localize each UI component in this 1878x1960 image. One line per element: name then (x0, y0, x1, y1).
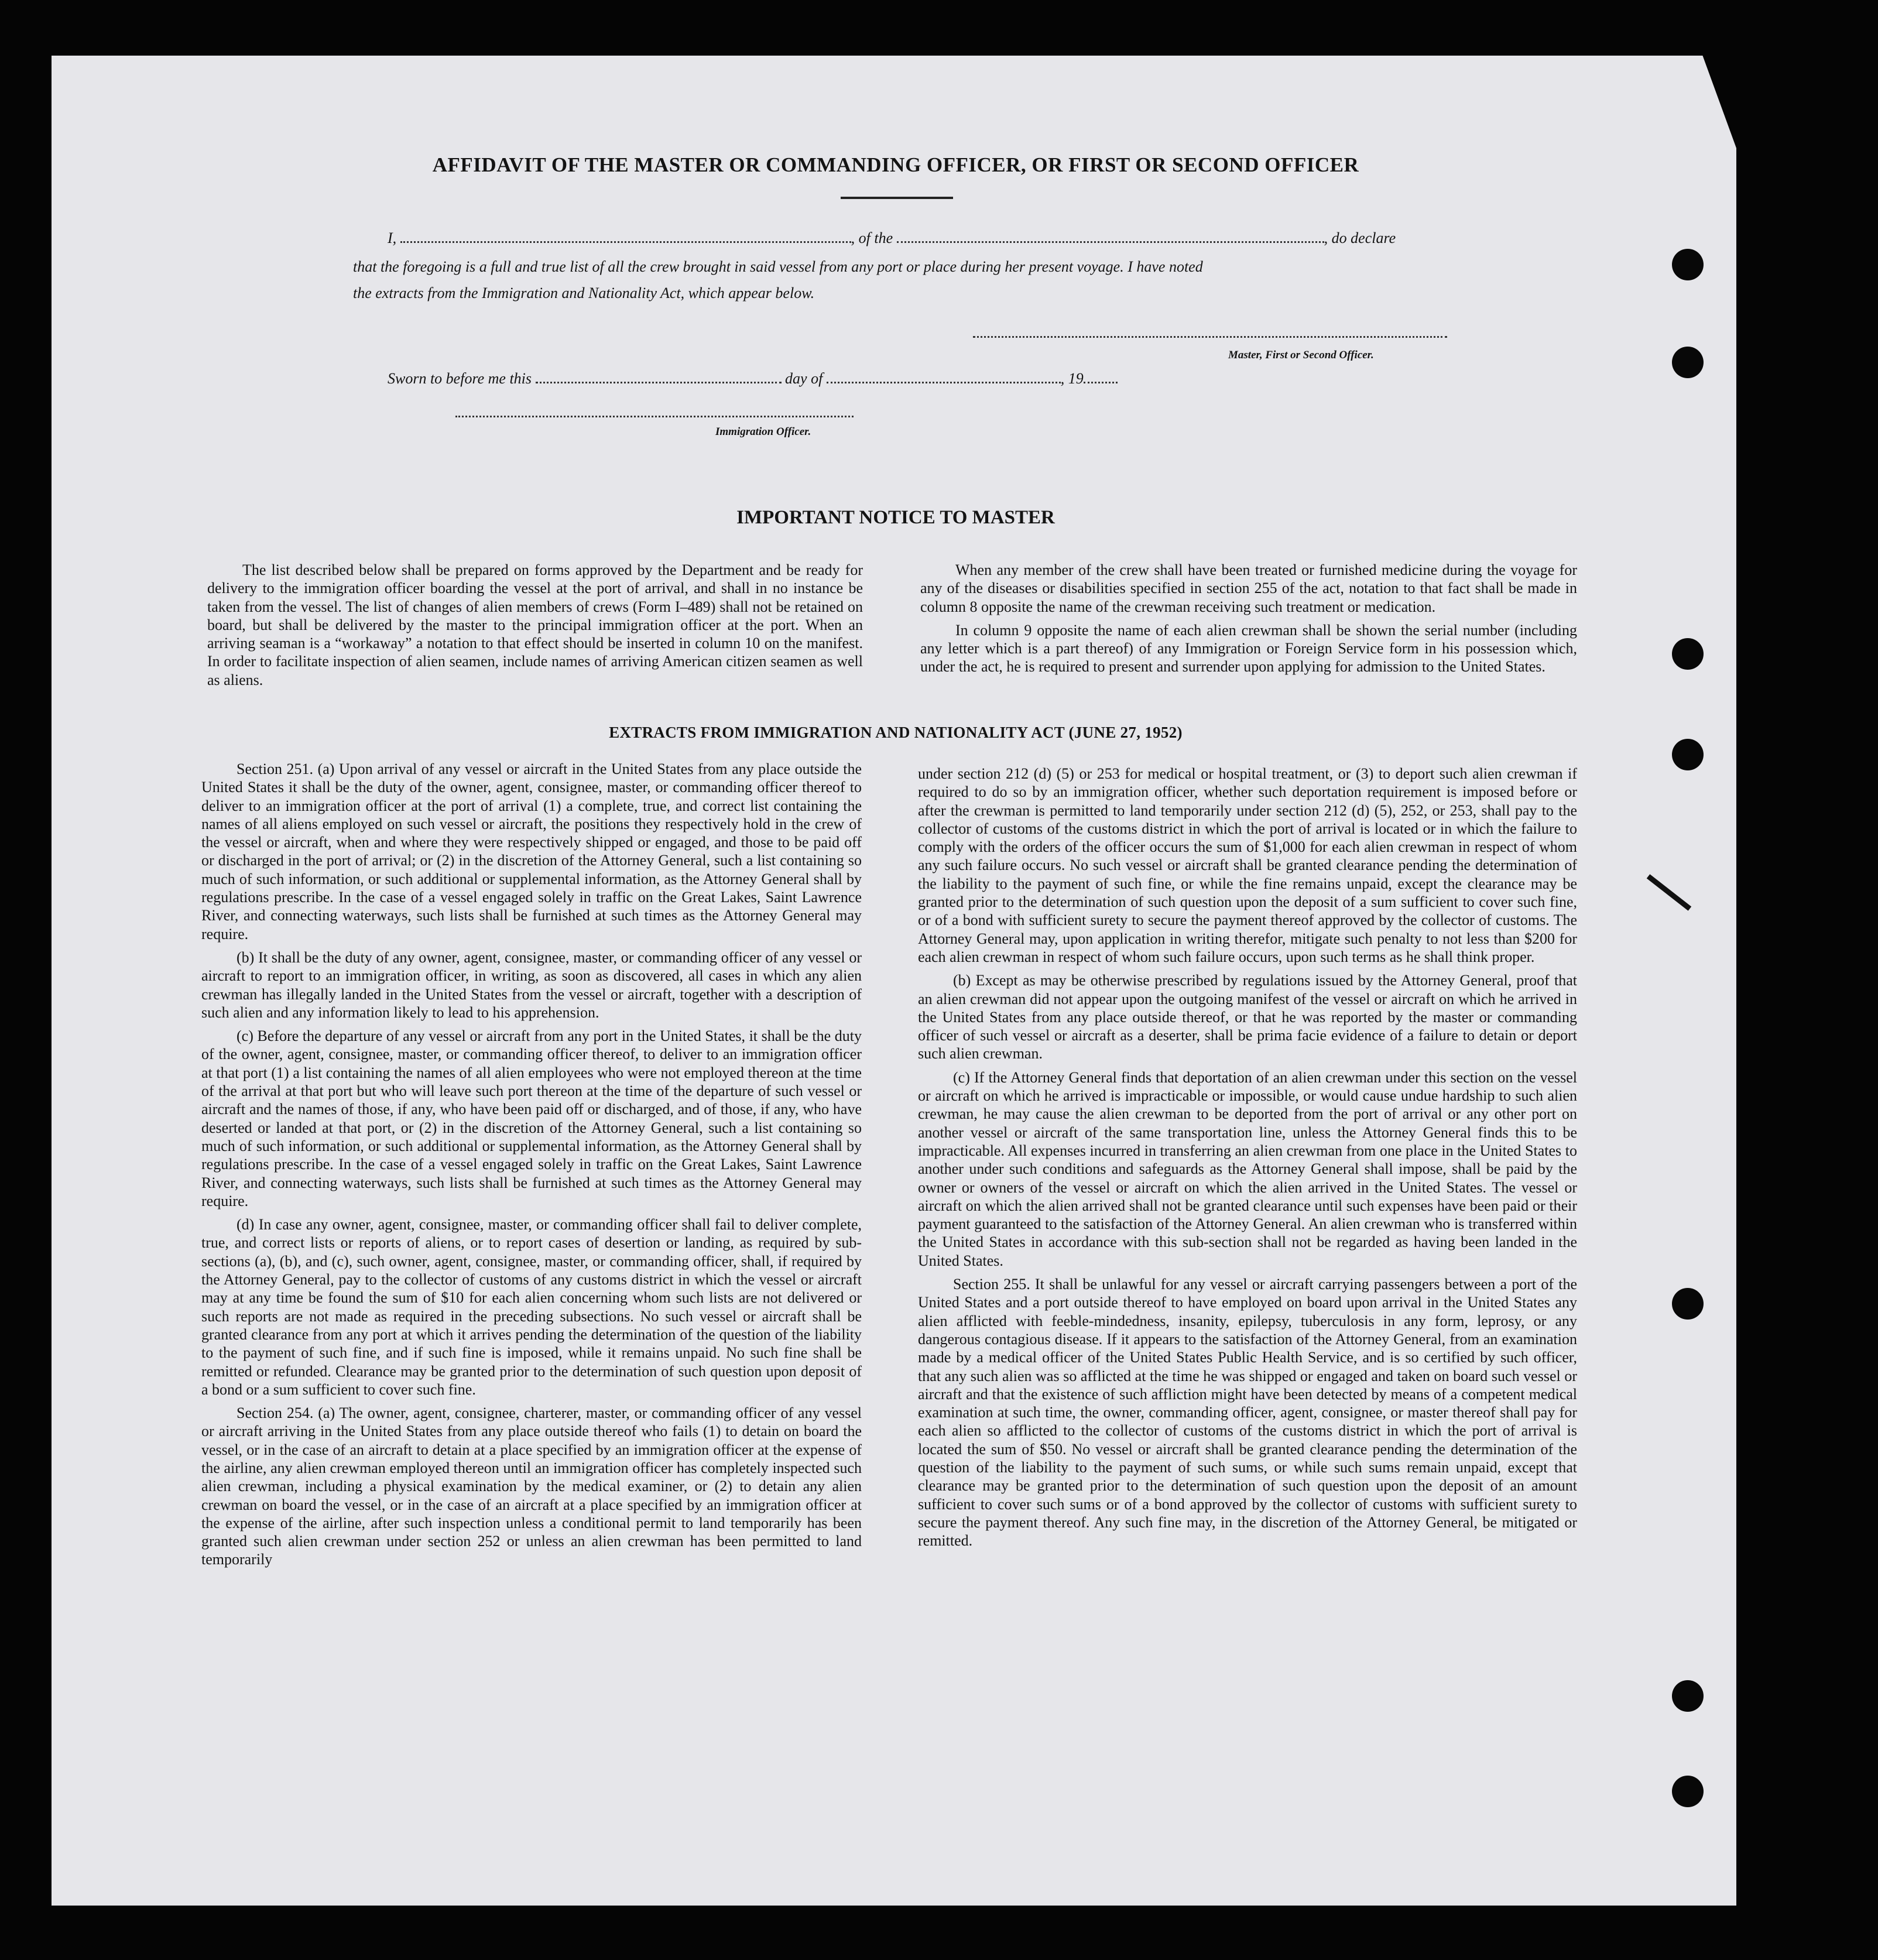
declare-end-label: , do declare (1324, 229, 1396, 246)
sworn-date-blank[interactable] (536, 370, 782, 383)
declare-i-label: I, (388, 229, 397, 246)
section-251-a: Section 251. (a) Upon arrival of any vessel or aircraft in the United States from any place outside the United States it shall be the duty of the owner, agent, consignee, master, or commanding officer thereof to deliver to an immigration officer at the port of arrival (1) a complete, true, and correct list containing the names of all aliens employed on such vessel or aircraft, the positions they respectively hold in the crew of the vessel or aircraft, when and where they were respectively shipped or engaged, and those to be paid off or discharged in the port of arrival; or (2) in the discretion of the Attorney General, such a list containing so much of such information, or such additional or supplemental information, as the Attorney General shall by regulations prescribe. In the case of a vessel engaged solely in traffic on the Great Lakes, Saint Lawrence River, and connecting waterways, such lists shall be furnished at such times as the Attorney General may require. (201, 760, 862, 943)
extracts-right-column (918, 765, 1577, 1555)
notice-left-paragraph: The list described below shall be prepared on forms approved by the Department and be ready for delivery to the immigration officer boarding the vessel at the port of arrival, and shall in no instance be taken from the vessel. The list of changes of alien members of crews (Form I–489) shall not be retained on board, but shall be delivered by the master to the principal immigration officer at the port. When an arriving seaman is a “workaway” a notation to that effect should be inserted in column 10 on the manifest. In order to facilitate inspection of alien seamen, include names of arriving American citizen seamen as well as aliens. (207, 561, 863, 688)
declaration-line (388, 229, 1396, 247)
section-254-a-continued: under section 212 (d) (5) or 253 for medical or hospital treatment, or (3) to deport such alien crewman if required to do so by an immigration officer, whether such deportation requirement is imposed before or after the crewman is permitted to land temporarily under section 212 (d) (5), 252, or 253, shall pay to the collector of customs of the customs district in which the port of arrival is located or in which the failure to comply with the orders of the officer occurs the sum of $1,000 for each alien crewman in respect of whom any such failure occurs. No such vessel or aircraft shall be granted clearance pending the determination of the liability to the payment of such fine, or while the fine remains unpaid, except the clearance may be granted prior to the determination of such question upon the deposit of a sum sufficient to cover such fine, or of a bond with sufficient surety to secure the payment thereof approved by the collector of customs. The Attorney General may, upon application in writing therefor, mitigate such penalty to not less than $200 for each alien crewman in respect of whom such failure occurs, upon such terms as he shall think proper. (918, 765, 1577, 965)
section-255: Section 255. It shall be unlawful for any vessel or aircraft carrying passengers between a port of the United States and a port outside thereof to have employed on board upon arrival in the United States any alien afflicted with feeble-mindedness, insanity, epilepsy, tuberculosis in any form, leprosy, or any dangerous contagious disease. If it appears to the satisfaction of the Attorney General, from an examination made by a medical officer of the United States Public Health Service, and is so certified by such officer, that any such alien was so afflicted at the time he was shipped or engaged and taken on board such vessel or aircraft and that the existence of such affliction might have been detected by means of a competent medical examination at such time, the owner, commanding officer, agent, consignee, or master thereof shall pay for each alien so afflicted to the collector of customs of the customs district in which the port of arrival is located the sum of $50. No vessel or aircraft shall be granted clearance pending the determination of the question of the liability to the payment of such sums, or while such sums remain unpaid, except that clearance may be granted prior to the determination of such question upon the deposit of an amount sufficient to cover such sums or of a bond approved by the collector of customs with sufficient surety to secure the payment thereof. Any such fine may, in the discretion of the Attorney General, be mitigated or remitted. (918, 1276, 1577, 1550)
section-251-c: (c) Before the departure of any vessel or aircraft from any port in the United States, it shall be the duty of the owner, agent, consignee, master, or commanding officer thereof, to deliver to an immigration officer at that port (1) a list containing the names of all alien employees who were not employed thereon at the time of the arrival at that port but who will leave such port thereon at the time of the departure of such vessel or aircraft and the names of those, if any, who have been paid off or discharged, and of those, if any, who have deserted or landed at that port, or (2) in the discretion of the Attorney General, such a list containing so much of such information, or such additional or supplemental information, as the Attorney General shall by regulations prescribe. In the case of a vessel engaged solely in traffic on the Great Lakes, Saint Lawrence River, and connecting waterways, such lists shall be furnished at such times as the Attorney General may require. (201, 1027, 862, 1209)
binder-hole (1672, 347, 1704, 378)
sworn-year-blank[interactable] (1084, 370, 1118, 383)
binder-hole (1672, 249, 1704, 280)
vessel-blank[interactable] (897, 229, 1324, 243)
extracts-left-column (201, 760, 862, 1574)
title-rule (841, 197, 953, 199)
affidavit-title: AFFIDAVIT OF THE MASTER OR COMMANDING OFFICER, OR FIRST OR SECOND OFFICER (432, 153, 1359, 176)
binder-hole (1672, 739, 1704, 770)
sworn-month-blank[interactable] (827, 370, 1061, 383)
sworn-day-of: day of (785, 370, 823, 387)
section-251-b: (b) It shall be the duty of any owner, agent, consignee, master, or commanding officer of any vessel or aircraft to report to an immigration officer, in writing, as soon as discovered, all cases in which any alien crewman has illegally landed in the United States from the vessel or aircraft, together with a description of such alien and any information likely to lead to his apprehension. (201, 948, 862, 1021)
section-251-d: (d) In case any owner, agent, consignee, master, or commanding officer shall fail to deliver complete, true, and correct lists or reports of aliens, or to report cases of desertion or landing, as required by sub-sections (a), (b), and (c), such owner, agent, consignee, master, or commanding officer, shall, if required by the Attorney General, pay to the collector of customs of any customs district in which the vessel or aircraft may at any time be found the sum of $10 for each alien concerning whom such lists are not delivered or such reports are not made as required in the preceding subsections. No such vessel or aircraft shall be granted clearance from any port at which it arrives pending the determination of the question of the liability to the payment of such fine, and if such fine is imposed, while it remains unpaid. No such fine shall be remitted or refunded. Clearance may be granted prior to the determination of such question upon deposit of a bond or a sum sufficient to cover such fine. (201, 1216, 862, 1398)
notice-title: IMPORTANT NOTICE TO MASTER (736, 507, 1055, 528)
immigration-signature-line[interactable] (455, 416, 854, 417)
binder-hole (1672, 1288, 1704, 1320)
section-254-a: Section 254. (a) The owner, agent, consignee, charterer, master, or commanding officer of any vessel or aircraft arriving in the United States from any place outside thereof who fails (1) to detain on board the vessel, or in the case of an aircraft to detain at a place specified by an immigration officer at the expense of the airline, any alien crewman employed thereon until an immigration officer has completely inspected such alien crewman, including a physical examination by the medical examiner, or (2) to detain any alien crewman on board the vessel, or in the case of an aircraft at a place specified by an immigration officer at the expense of the airline, after such inspection unless a conditional permit to land temporarily has been granted such alien crewman under section 252 or unless an alien crewman has been permitted to land temporarily (201, 1404, 862, 1568)
notice-right-paragraph-1: When any member of the crew shall have been treated or furnished medicine during the voyage for any of the diseases or disabilities specified in section 255 of the act, notation to that fact shall be made in column 8 opposite the name of the crewman receiving such treatment or medication. (920, 561, 1577, 615)
notice-left-column (207, 561, 863, 694)
sworn-line (388, 370, 1118, 388)
extracts-title: EXTRACTS FROM IMMIGRATION AND NATIONALITY ACT (JUNE 27, 1952) (609, 724, 1183, 741)
section-254-c: (c) If the Attorney General finds that deportation of an alien crewman under this section on the vessel or aircraft on which he arrived is impracticable or impossible, or would cause undue hardship to such alien crewman, he may cause the alien crewman to be deported from the port of arrival or any other port on another vessel or aircraft of the same transportation line, unless the Attorney General finds this to be impracticable. All expenses incurred in transferring an alien crewman from one place in the United States to another under such conditions and safeguards as the Attorney General shall impose, shall be paid by the owner or owners of the vessel or aircraft on which the alien arrived in the United States. The vessel or aircraft on which the alien arrived shall not be granted clearance until such expenses have been paid or their payment guaranteed to the satisfaction of the Attorney General. An alien crewman who is transferred within the United States in accordance with this sub-section shall not be regarded as having been landed in the United States. (918, 1068, 1577, 1269)
section-254-b: (b) Except as may be otherwise prescribed by regulations issued by the Attorney General, proof that an alien crewman did not appear upon the outgoing manifest of the vessel or aircraft on which he arrived in the United States from any place outside thereof, or that he was reported by the master or commanding officer of such vessel or aircraft as a deserter, shall be prima facie evidence of a failure to detain or deport such alien crewman. (918, 972, 1577, 1063)
binder-hole (1672, 1680, 1704, 1712)
immigration-caption: Immigration Officer. (715, 426, 811, 438)
statement-line-2: the extracts from the Immigration and Nationality Act, which appear below. (353, 285, 815, 301)
binder-hole (1672, 638, 1704, 670)
master-caption: Master, First or Second Officer. (1228, 349, 1374, 361)
binder-hole (1672, 1776, 1704, 1807)
sworn-year: , 19 (1060, 370, 1084, 387)
sworn-prefix: Sworn to before me this (388, 370, 532, 387)
name-blank[interactable] (400, 229, 851, 243)
notice-right-paragraph-2: In column 9 opposite the name of each alien crewman shall be shown the serial number (including any letter which is a part thereof) of any Immigration or Foreign Service form in his possession which, under the act, he is required to present and surrender upon applying for admission to the United States. (920, 621, 1577, 676)
declare-of-the-label: , of the (851, 229, 893, 246)
statement-line-1: that the foregoing is a full and true list of all the crew brought in said vessel from any port or place during her present voyage. I have noted (353, 258, 1203, 275)
notice-right-column (920, 561, 1577, 681)
master-signature-line[interactable] (973, 336, 1447, 338)
